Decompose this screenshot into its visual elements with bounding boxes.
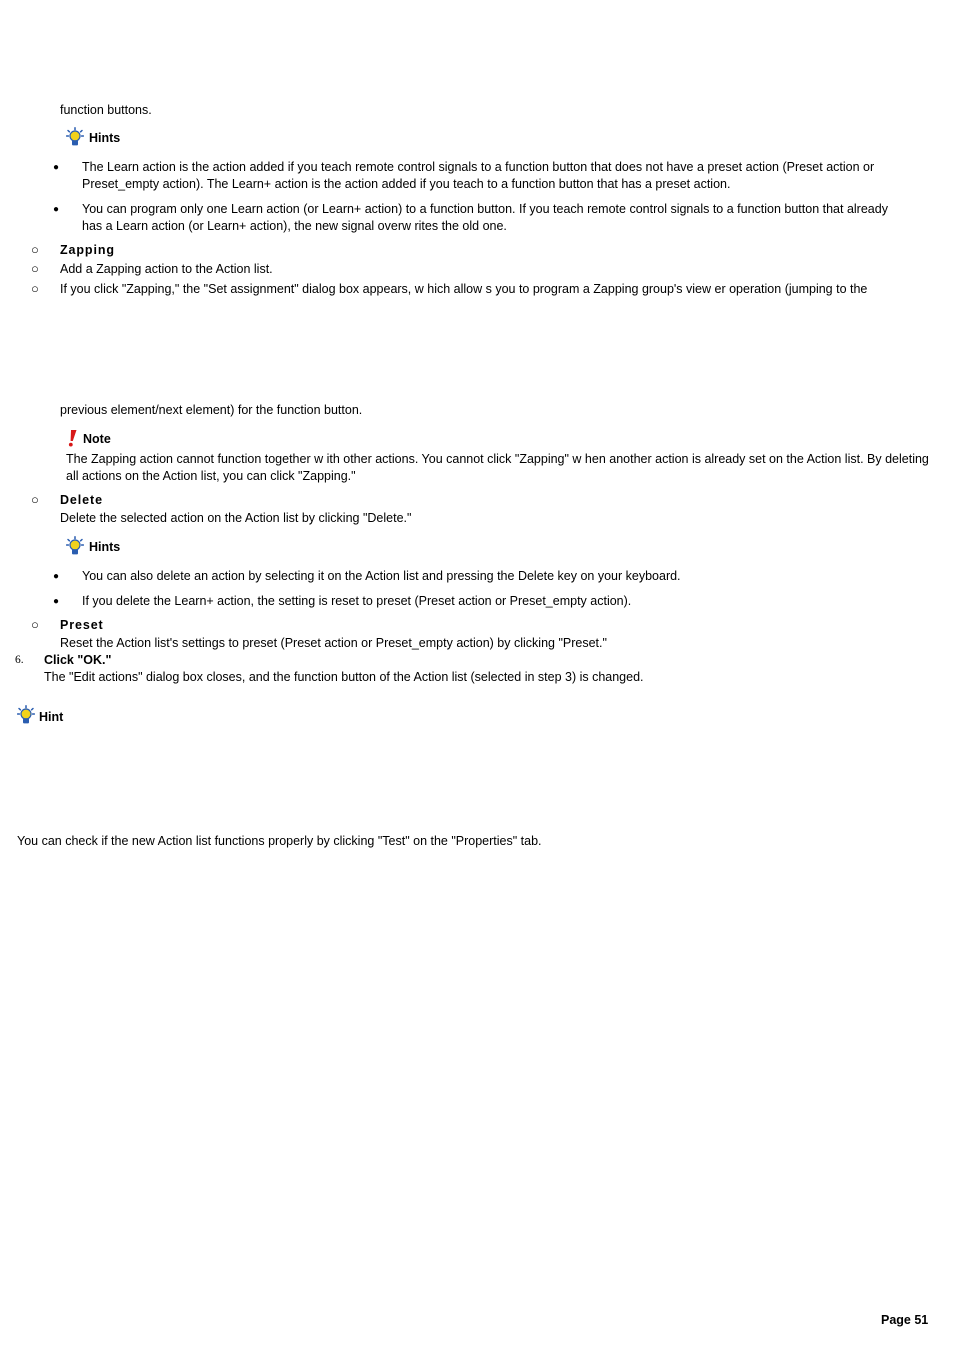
preset-description: Reset the Action list's settings to preset (Preset action or Preset_empty action) by clicking "Preset." bbox=[60, 636, 607, 650]
continuation-text: function buttons. bbox=[60, 103, 152, 117]
zapping-description: Add a Zapping action to the Action list. bbox=[60, 262, 273, 276]
hints-heading: Hints bbox=[89, 131, 121, 145]
step-title: Click "OK." bbox=[44, 653, 112, 667]
exclamation-icon bbox=[66, 429, 78, 450]
circle-bullet-icon: ○ bbox=[31, 261, 39, 276]
zapping-title: Zapping bbox=[60, 243, 115, 257]
note-text: The Zapping action cannot function together w ith other actions. You cannot click "Zapping" w hen another action is already set on the Action list. By deleting all actions on the Action list, you can click "Zapping." bbox=[66, 452, 929, 483]
lightbulb-icon bbox=[66, 536, 84, 559]
preset-title: Preset bbox=[60, 618, 104, 632]
note-heading: Note bbox=[83, 432, 111, 446]
hint-item: If you delete the Learn+ action, the setting is reset to preset (Preset action or Preset_empty action). bbox=[82, 594, 632, 608]
hint-item: You can program only one Learn action (or Learn+ action) to a function button. If you teach remote control signals to a function button that already has a Learn action (or Learn+ action), the new signal overw rites the old one. bbox=[82, 202, 888, 233]
circle-bullet-icon: ○ bbox=[31, 492, 39, 507]
circle-bullet-icon: ○ bbox=[31, 281, 39, 296]
bullet-icon: ● bbox=[53, 204, 60, 215]
lightbulb-icon bbox=[17, 705, 35, 728]
delete-title: Delete bbox=[60, 493, 103, 507]
hint-item: You can also delete an action by selecting it on the Action list and pressing the Delete key on your keyboard. bbox=[82, 569, 681, 583]
lightbulb-icon bbox=[66, 127, 84, 150]
hints-heading: Hints bbox=[89, 540, 121, 554]
hint-text: You can check if the new Action list functions properly by clicking "Test" on the "Properties" tab. bbox=[17, 834, 542, 848]
delete-description: Delete the selected action on the Action list by clicking "Delete." bbox=[60, 511, 412, 525]
zapping-detail: If you click "Zapping," the "Set assignment" dialog box appears, w hich allow s you to program a Zapping group's view er operation (jumping to the bbox=[60, 282, 868, 296]
bullet-icon: ● bbox=[53, 571, 60, 582]
hint-heading: Hint bbox=[39, 710, 64, 724]
hint-item: The Learn action is the action added if you teach remote control signals to a function button that does not have a preset action (Preset action or Preset_empty action). The Learn+ action is the action added if you teach to a function button that has a preset action. bbox=[82, 160, 875, 191]
circle-bullet-icon: ○ bbox=[31, 617, 39, 632]
bullet-icon: ● bbox=[53, 162, 60, 173]
circle-bullet-icon: ○ bbox=[31, 242, 39, 257]
page-number: Page 51 bbox=[881, 1313, 929, 1327]
step-number: 6. bbox=[15, 654, 24, 666]
bullet-icon: ● bbox=[53, 596, 60, 607]
step-description: The "Edit actions" dialog box closes, and the function button of the Action list (selected in step 3) is changed. bbox=[44, 670, 644, 684]
zapping-detail-continued: previous element/next element) for the function button. bbox=[60, 403, 363, 417]
